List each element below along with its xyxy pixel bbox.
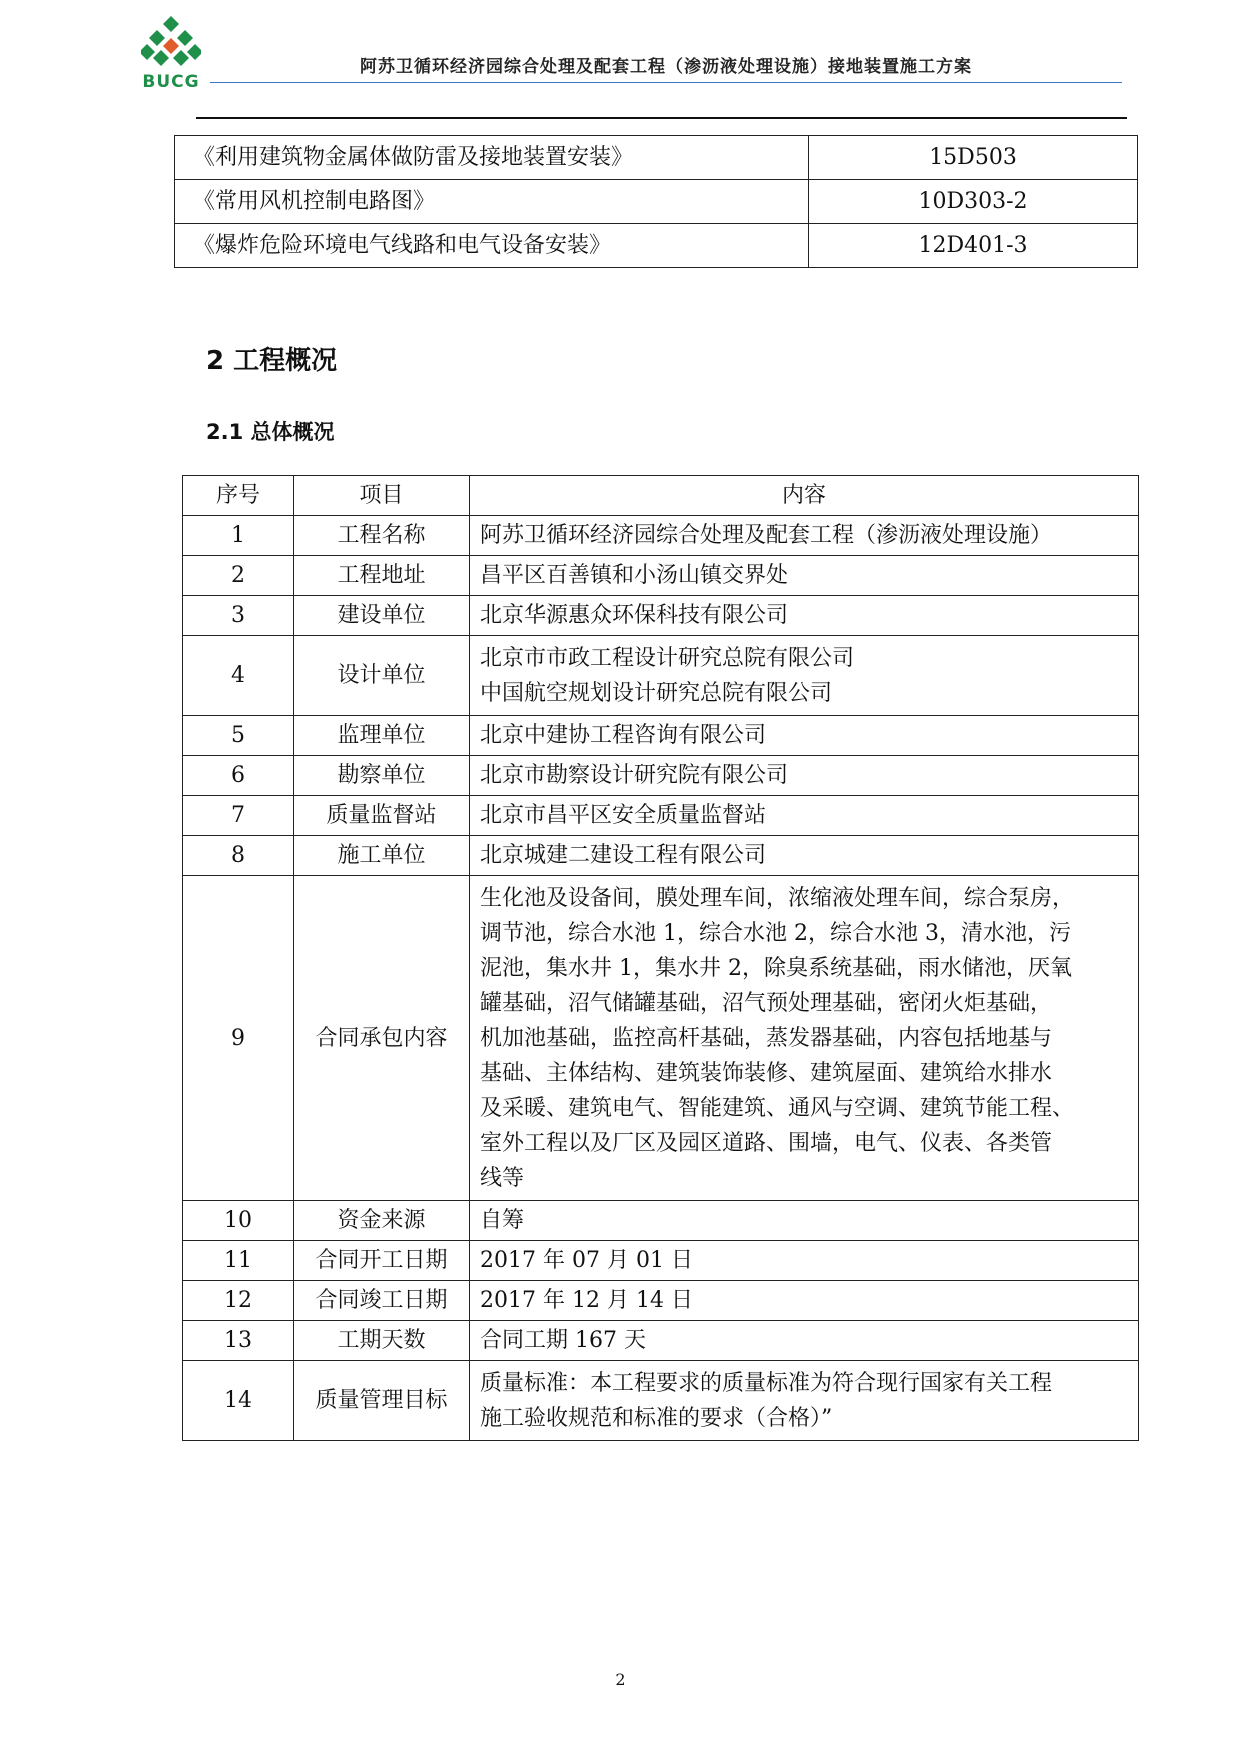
row-number: 4 [183,636,294,716]
row-item: 合同竣工日期 [294,1281,470,1321]
row-content [470,1361,1139,1441]
row-number: 7 [183,796,294,836]
row-number: 10 [183,1201,294,1241]
content-line: 基础、主体结构、建筑装饰装修、建筑屋面、建筑给水排水 [480,1060,1053,1086]
content-line: 北京市昌平区安全质量监督站 [480,803,767,828]
row-item: 勘察单位 [294,756,470,796]
table-header-row [183,476,1139,516]
header-item: 项目 [294,476,470,516]
section-heading: 2 工程概况 [206,346,338,376]
table-row [183,756,1139,796]
row-content [470,516,1139,556]
content-line: 质量标准：本工程要求的质量标准为符合现行国家有关工程 [480,1370,1053,1396]
reference-name: 《爆炸危险环境电气线路和电气设备安装》 [175,224,809,268]
row-content [470,716,1139,756]
reference-name: 《常用风机控制电路图》 [175,180,809,224]
row-content [470,1281,1139,1321]
content-line: 罐基础，沼气储罐基础，沼气预处理基础，密闭火炬基础， [480,990,1053,1016]
row-content [470,1241,1139,1281]
content-line: 北京城建二建设工程有限公司 [480,843,767,868]
content-line: 及采暖、建筑电气、智能建筑、通风与空调、建筑节能工程、 [480,1095,1075,1121]
content-line: 阿苏卫循环经济园综合处理及配套工程（渗沥液处理设施） [480,523,1053,548]
row-content [470,836,1139,876]
table-row [183,516,1139,556]
row-item: 合同开工日期 [294,1241,470,1281]
row-content [470,756,1139,796]
content-line: 北京华源惠众环保科技有限公司 [480,603,789,628]
content-line: 合同工期 167 天 [480,1328,646,1353]
header-divider-thin [210,82,1122,83]
company-logo [135,14,207,100]
row-content [470,876,1139,1201]
row-content [470,556,1139,596]
row-number: 2 [183,556,294,596]
reference-name: 《利用建筑物金属体做防雷及接地装置安装》 [175,136,809,180]
table-row [183,1361,1139,1441]
table-row [183,1321,1139,1361]
row-item: 合同承包内容 [294,876,470,1201]
table-row [183,1281,1139,1321]
table-row [183,796,1139,836]
table-row [175,224,1138,268]
table-row [183,1241,1139,1281]
row-number: 11 [183,1241,294,1281]
row-number: 3 [183,596,294,636]
row-number: 9 [183,876,294,1201]
reference-standards-table [174,135,1138,268]
row-item: 监理单位 [294,716,470,756]
content-line: 线等 [480,1165,525,1191]
project-overview-table [182,475,1139,1441]
table-row [183,876,1139,1201]
content-line: 北京市市政工程设计研究总院有限公司 [480,645,855,671]
row-item: 设计单位 [294,636,470,716]
row-item: 施工单位 [294,836,470,876]
row-item: 建设单位 [294,596,470,636]
row-number: 13 [183,1321,294,1361]
row-item: 工期天数 [294,1321,470,1361]
content-line: 泥池，集水井 1，集水井 2，除臭系统基础，雨水储池，厌氧 [480,955,1072,981]
content-line: 昌平区百善镇和小汤山镇交界处 [480,563,789,588]
row-number: 6 [183,756,294,796]
content-line: 室外工程以及厂区及园区道路、围墙，电气、仪表、各类管 [480,1130,1053,1156]
table-row [183,596,1139,636]
row-content [470,636,1139,716]
content-line: 北京中建协工程咨询有限公司 [480,723,767,748]
row-content [470,596,1139,636]
row-number: 12 [183,1281,294,1321]
header-content: 内容 [470,476,1139,516]
table-row [183,716,1139,756]
content-line: 2017 年 07 月 01 日 [480,1248,693,1273]
reference-code: 15D503 [809,136,1138,180]
row-item: 质量管理目标 [294,1361,470,1441]
row-number: 8 [183,836,294,876]
page-number: 2 [615,1670,626,1689]
row-content [470,1201,1139,1241]
header-divider [196,117,1127,119]
row-item: 资金来源 [294,1201,470,1241]
content-line: 生化池及设备间，膜处理车间，浓缩液处理车间，综合泵房， [480,885,1075,911]
content-line: 自筹 [480,1208,525,1233]
row-number: 1 [183,516,294,556]
table-row [183,636,1139,716]
table-row [175,136,1138,180]
row-number: 5 [183,716,294,756]
table-row [175,180,1138,224]
table-row [183,1201,1139,1241]
content-line: 2017 年 12 月 14 日 [480,1288,693,1313]
row-item: 工程地址 [294,556,470,596]
row-number: 14 [183,1361,294,1441]
row-item: 工程名称 [294,516,470,556]
content-line: 中国航空规划设计研究总院有限公司 [480,680,833,706]
document-header-title: 阿苏卫循环经济园综合处理及配套工程（渗沥液处理设施）接地装置施工方案 [360,57,972,77]
table-row [183,556,1139,596]
reference-code: 12D401-3 [809,224,1138,268]
subsection-heading: 2.1 总体概况 [206,420,335,444]
row-content [470,1321,1139,1361]
header-num: 序号 [183,476,294,516]
table-row [183,836,1139,876]
bucg-logo-icon [141,14,201,74]
content-line: 施工验收规范和标准的要求（合格）” [480,1405,833,1431]
content-line: 调节池，综合水池 1，综合水池 2，综合水池 3，清水池，污 [480,920,1071,946]
logo-text: BUCG [142,72,200,92]
content-line: 机加池基础，监控高杆基础，蒸发器基础，内容包括地基与 [480,1025,1053,1051]
content-line: 北京市勘察设计研究院有限公司 [480,763,789,788]
row-item: 质量监督站 [294,796,470,836]
reference-code: 10D303-2 [809,180,1138,224]
row-content [470,796,1139,836]
